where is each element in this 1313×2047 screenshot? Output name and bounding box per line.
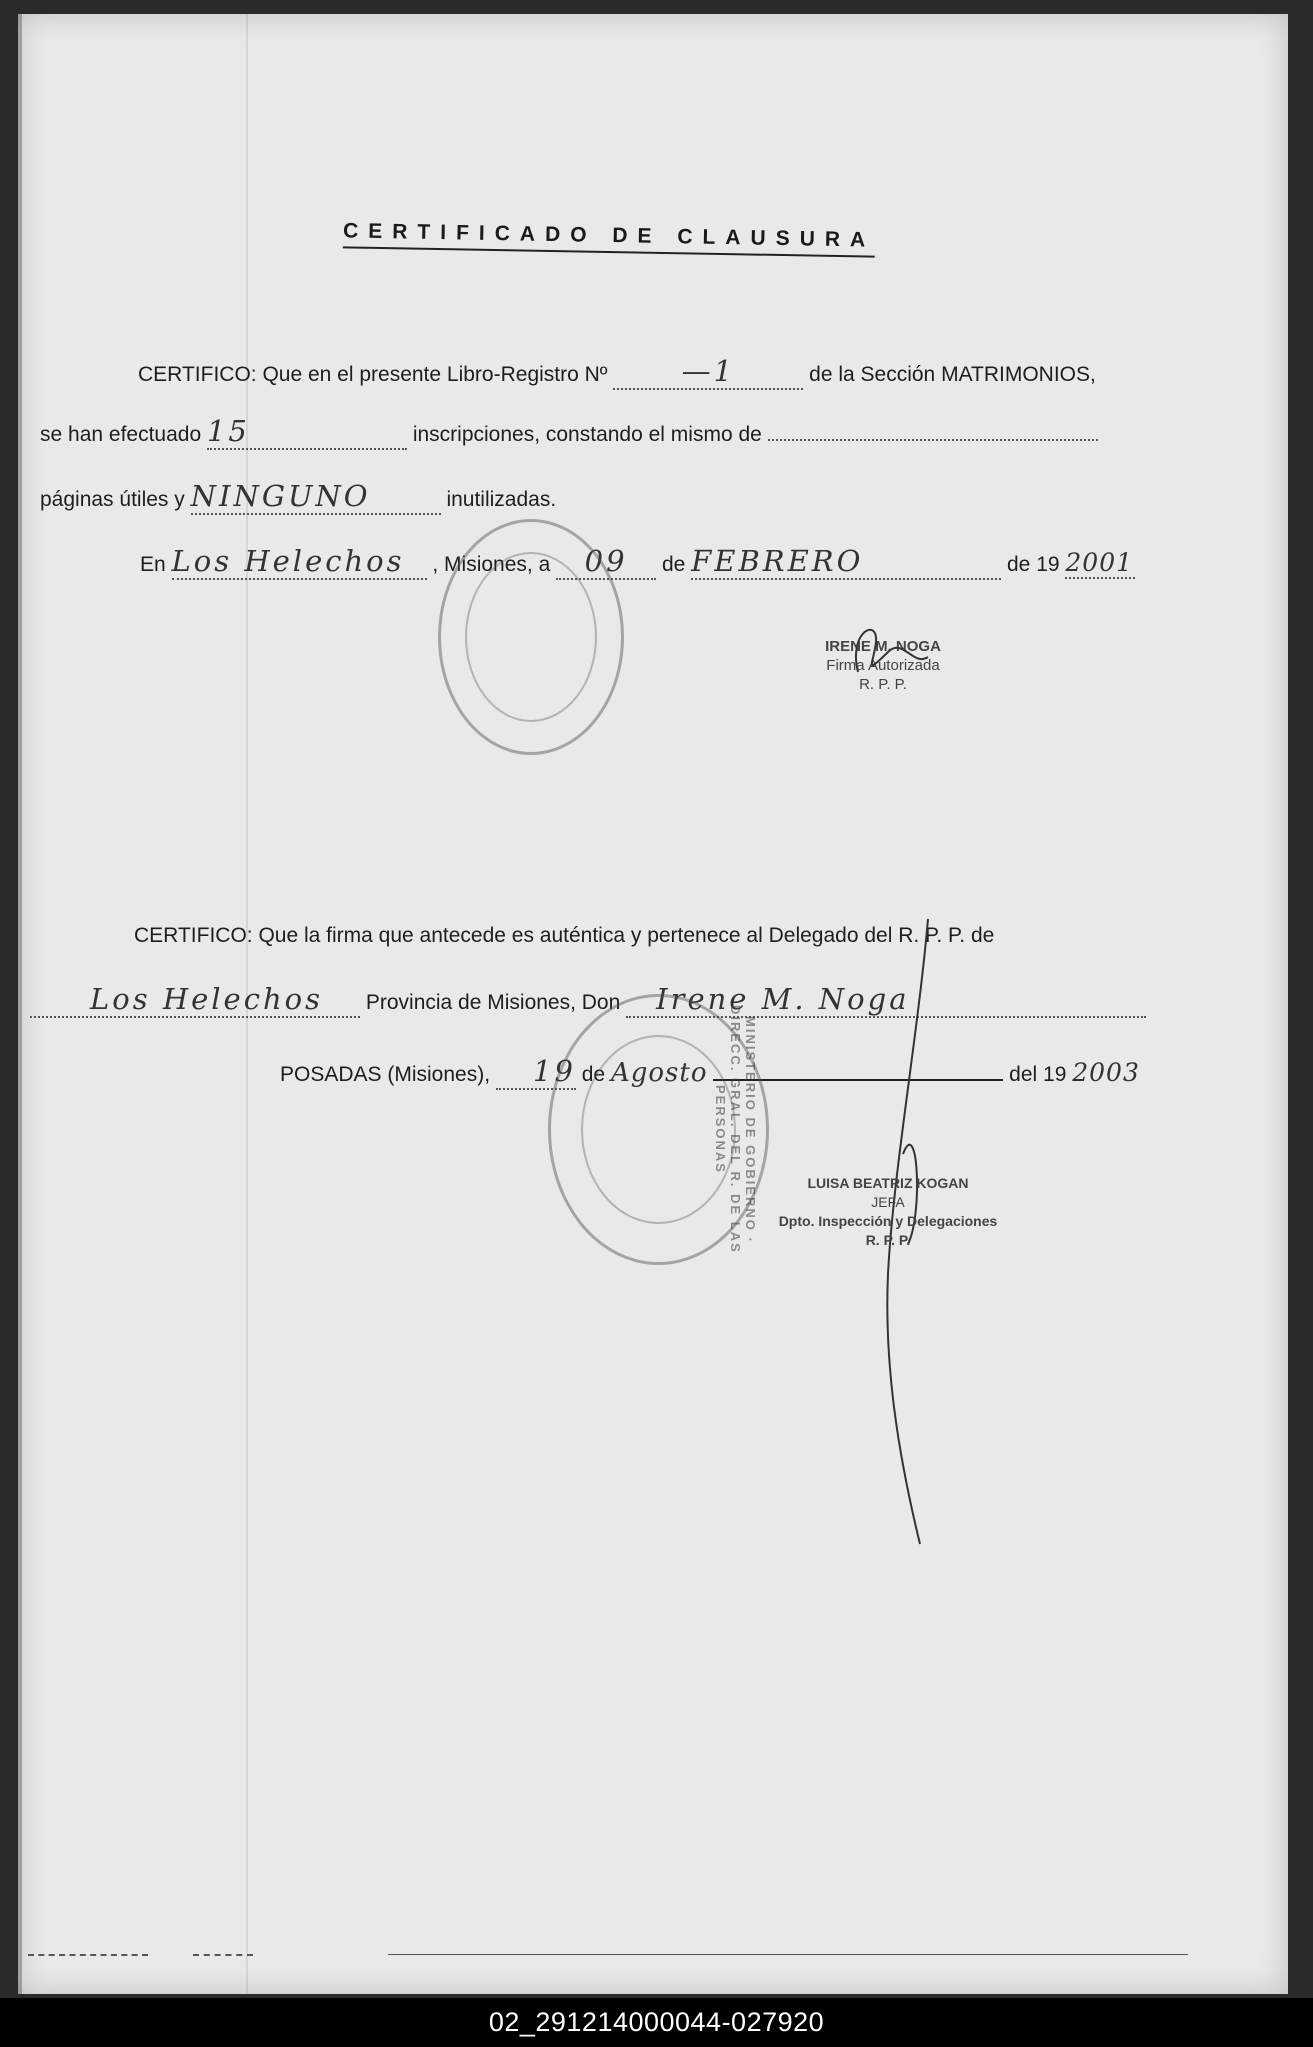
first-signer-name: IRENE M. NOGA [825, 638, 941, 655]
cert2-day-value: 19 [533, 1054, 576, 1088]
libro-number: —1 [681, 354, 736, 388]
place-value: Los Helechos [171, 544, 405, 578]
document-page [18, 14, 1288, 1994]
cert1-line4-mid3: de 19 [1007, 553, 1060, 576]
cert1-line2-suffix: inscripciones, constando el mismo de [412, 423, 762, 446]
cert2-line3-suffix: del 19 [1009, 1063, 1067, 1086]
place-field [172, 544, 427, 580]
cert2-place-value: Los Helechos [90, 982, 323, 1016]
month-field [691, 544, 1001, 580]
official-stamp-1 [438, 519, 624, 755]
day-value: 09 [584, 544, 628, 578]
cert2-line3-mid: de [581, 1063, 606, 1086]
cert2-year-value: 2003 [1072, 1058, 1140, 1087]
bottom-mark-right [388, 1954, 1188, 1955]
cert2-line2-mid: Provincia de Misiones, Don [365, 991, 621, 1014]
cert1-line4-prefix: En [140, 553, 166, 576]
second-signature-block [758, 1174, 1018, 1250]
second-signer-dept: Dpto. Inspección y Delegaciones [778, 1213, 998, 1229]
cert1-line4-mid2: de [661, 553, 686, 576]
official-stamp-2-text: MINISTERIO DE GOBIERNO · DIRECC. GRAL. DEL R. DE LAS PERSONAS [713, 1005, 758, 1254]
cert1-line2-prefix: se han efectuado [40, 423, 202, 446]
signature-scribble-1 [818, 612, 938, 682]
inutilizadas-field [191, 479, 441, 515]
official-stamp-1-inner [465, 552, 597, 722]
bottom-mark-mid [193, 1954, 253, 1956]
inscripciones-count: 15 [206, 414, 250, 448]
cert1-line4-mid1: , Misiones, a [432, 553, 551, 576]
first-signature-block [768, 637, 998, 694]
cert2-person-value: Irene M. Noga [656, 982, 910, 1016]
second-signer-name: LUISA BEATRIZ KOGAN [807, 1175, 969, 1191]
official-stamp-2 [548, 994, 769, 1265]
cert1-line3 [40, 479, 556, 515]
inutilizadas-value: NINGUNO [190, 479, 371, 513]
image-caption: 02_291214000044-027920 [488, 2007, 825, 2037]
cert2-line1: CERTIFICO: Que la firma que antecede es auténtica y pertenece al Delegado del R. P. P. de [134, 924, 995, 947]
year-field [1065, 548, 1135, 579]
first-signer-office: R. P. P. [859, 676, 907, 693]
caption-bar [0, 1998, 1313, 2047]
cert1-line1 [138, 354, 1096, 390]
cert1-line1-suffix: de la Sección MATRIMONIOS, [809, 363, 1096, 386]
bottom-mark-left [28, 1954, 148, 1956]
cert1-line4 [140, 544, 1135, 580]
cert2-place-field [30, 982, 360, 1018]
year-value: 2001 [1065, 548, 1134, 577]
inscripciones-field [207, 414, 407, 450]
paginas-utiles-field [768, 439, 1098, 441]
second-signer-office: R. P. P. [865, 1232, 911, 1248]
cert2-month-value: Agosto [610, 1058, 708, 1088]
month-value: FEBRERO [691, 544, 864, 578]
certificate-title: CERTIFICADO DE CLAUSURA [343, 219, 876, 257]
libro-number-field [613, 354, 803, 390]
cert1-line3-suffix: inutilizadas. [446, 488, 557, 511]
second-signer-role: JEFA [871, 1194, 905, 1210]
page-edge [18, 14, 22, 1994]
cert2-line3-prefix: POSADAS (Misiones), [280, 1063, 491, 1086]
cert1-line3-prefix: páginas útiles y [40, 488, 185, 511]
first-signer-role: Firma Autorizada [826, 657, 940, 674]
cert1-line2 [40, 414, 1098, 450]
cert1-line1-prefix: CERTIFICO: Que en el presente Libro-Registro Nº [138, 363, 608, 386]
